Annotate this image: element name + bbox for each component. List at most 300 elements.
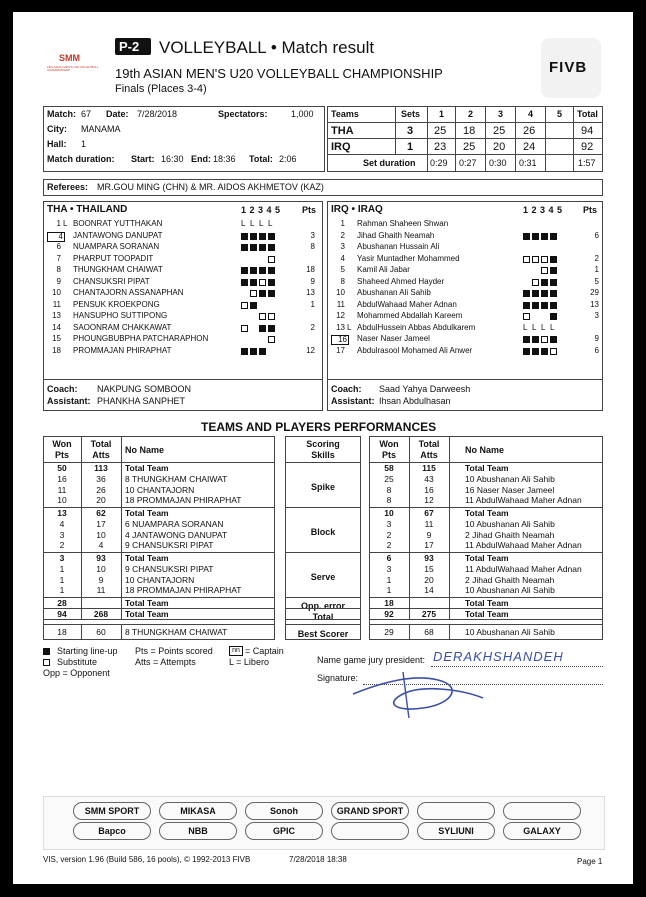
team-a-coach-label: Coach:	[47, 384, 78, 394]
match-date: 7/28/2018	[137, 109, 178, 119]
team-a-player-name: PROMMAJAN PHIRAPHAT	[73, 345, 172, 355]
team-b-set-libero-marker: L	[541, 322, 546, 332]
team-b-set-starting-marker	[532, 290, 539, 297]
team-b-player-points: 1	[594, 265, 599, 274]
team-a-player-name: JANTAWONG DANUPAT	[73, 230, 163, 240]
right-total-atts: 275	[421, 609, 437, 619]
left-block-player: 4 JANTAWONG DANUPAT	[125, 529, 228, 540]
team-a-set-starting-marker	[259, 325, 266, 332]
team-b-coach-label: Coach:	[331, 384, 362, 394]
team-b-set-starting-marker	[550, 302, 557, 309]
logo-caption: 19th ASIAN MEN'S U20 VOLLEYBALL CHAMPIONSHIP	[47, 65, 99, 72]
team-a-player-name: CHANSUKSRI PIPAT	[73, 276, 150, 286]
team-a-player-number: 13	[52, 311, 61, 320]
left-serve-won: 1	[59, 574, 65, 585]
skill-spike: Spike	[310, 482, 335, 492]
team-a-player-points: 18	[306, 265, 315, 274]
score-tha-s1: 25	[434, 125, 447, 137]
team-b-player-number: 1	[340, 219, 345, 228]
perf-row-divider	[285, 597, 361, 598]
team-a-player-points: 2	[310, 322, 315, 332]
jury-president-name: DERAKHSHANDEH	[433, 649, 564, 664]
sponsor-logo: GALAXY	[503, 822, 581, 840]
left-block-atts: 4	[98, 540, 104, 551]
sponsor-logo: SMM SPORT	[73, 802, 151, 820]
total-label: Total:	[249, 154, 273, 164]
team-b-set-starting-marker	[541, 302, 548, 309]
sponsor-logo: MIKASA	[159, 802, 237, 820]
footer-page: Page 1	[577, 857, 603, 866]
right-block-player: 11 AbdulWahaad Maher Adnan	[465, 540, 582, 551]
team-b-player-name: AbdulWahaad Maher Adnan	[357, 299, 457, 309]
right-serve-atts: 20	[424, 574, 434, 585]
team-a-player-points: 1	[310, 299, 315, 309]
performances-title: TEAMS AND PLAYERS PERFORMANCES	[201, 420, 437, 434]
right-pts-header: Pts	[381, 450, 396, 460]
team-b-player-name: Abushanan Ali Sahib	[357, 288, 431, 297]
perf-row-divider	[285, 552, 361, 553]
team-b-player-name: Mohammed Abdallah Kareem	[357, 311, 463, 320]
page-title: VOLLEYBALL • Match result	[159, 38, 375, 57]
right-serve-player: 2 Jihad Ghaith Neamah	[465, 574, 555, 585]
team-b-set-starting-marker	[523, 233, 530, 240]
start-label: Start:	[131, 154, 155, 164]
end-label: End:	[191, 154, 211, 164]
right-block-player: 10 Abushanan Ali Sahib	[465, 518, 555, 529]
team-b-set-substitute-marker	[541, 336, 548, 343]
team-a-player-name: HANSUPHO SUTTIPONG	[73, 311, 168, 320]
team-a-set-starting-marker	[259, 244, 266, 251]
right-serve-player: Total Team	[465, 553, 509, 563]
team-a-player-name: THUNGKHAM CHAIWAT	[73, 265, 163, 274]
team-b-set-starting-marker	[541, 348, 548, 355]
team-b-player-number: 8	[340, 276, 345, 286]
team-a-set-starting-marker	[241, 348, 248, 355]
left-spike-atts: 113	[94, 463, 108, 473]
team-a-player-name: PHOUNGBUBPHA PATCHARAPHON	[73, 334, 209, 343]
team-b-set-substitute-marker	[523, 256, 530, 263]
left-serve-atts: 93	[96, 553, 106, 563]
right-spike-won: 8	[386, 484, 392, 495]
perf-col-divider	[449, 436, 450, 619]
team-b-player-name: Naser Naser Jameel	[357, 334, 430, 343]
legend-opp: Opp = Opponent	[43, 668, 110, 678]
right-block-atts: 17	[424, 540, 434, 551]
start-value: 16:30	[161, 154, 184, 164]
team-b-player-name: Yasir Muntadher Mohammed	[357, 253, 460, 263]
right-spike-player: 11 AbdulWahaad Maher Adnan	[465, 495, 582, 506]
team-a-player-name: PHARPUT TOOPADIT	[73, 253, 154, 263]
left-serve-won: 1	[59, 563, 65, 574]
legend-starting: Starting line-up	[57, 646, 118, 656]
team-a-player-number: 18	[52, 345, 61, 355]
perf-row-divider	[285, 619, 361, 620]
team-b-player-number: 4	[340, 253, 345, 263]
form-code-badge	[115, 38, 151, 55]
team-b-player-points: 29	[590, 288, 599, 297]
right-total-label: Total Team	[465, 609, 509, 619]
score-header-total: Total	[577, 109, 598, 119]
spectators-label: Spectators:	[218, 109, 268, 119]
set-duration-label: Set duration	[363, 158, 416, 168]
score-tha-s2: 18	[463, 125, 476, 137]
sponsor-logo: Bapco	[73, 822, 151, 840]
right-serve-atts: 14	[424, 585, 434, 596]
right-spike-won: 25	[384, 473, 394, 484]
score-header-set4: 4	[528, 109, 534, 119]
match-label: Match:	[47, 109, 76, 119]
left-total-label: Total Team	[125, 609, 169, 619]
perf-best-divider	[285, 624, 361, 625]
legend-captain: = Captain	[245, 646, 284, 656]
perf-row-divider	[285, 462, 361, 463]
score-sets-tha: 3	[407, 125, 414, 137]
left-won-header: Won	[52, 439, 72, 449]
team-a-set-starting-marker	[250, 302, 257, 309]
left-block-atts: 10	[96, 529, 106, 540]
right-spike-player: 10 Abushanan Ali Sahib	[465, 473, 555, 484]
fivb-logo	[541, 38, 601, 98]
team-b-player-name: Abushanan Hussain Ali	[357, 242, 440, 251]
team-a-set-substitute-marker	[259, 313, 266, 320]
team-b-set-starting-marker	[532, 336, 539, 343]
right-spike-atts: 115	[422, 463, 436, 473]
right-block-won: 2	[386, 529, 392, 540]
right-serve-atts: 93	[424, 553, 434, 563]
team-a-set-starting-marker	[250, 348, 257, 355]
total-duration: 2:06	[279, 154, 297, 164]
jury-president-label: Name game jury president:	[317, 655, 426, 665]
team-b-player-points: 3	[594, 311, 599, 320]
team-b-set-starting-marker	[550, 256, 557, 263]
team-a-set-starting-marker	[259, 348, 266, 355]
team-a-set-starting-marker	[268, 267, 275, 274]
perf-col-divider	[121, 624, 122, 640]
score-header-set2: 2	[468, 109, 474, 119]
left-block-player: 9 CHANSUKSRI PIPAT	[125, 540, 214, 551]
left-best-won: 18	[57, 627, 67, 637]
right-spike-player: Total Team	[465, 463, 509, 473]
score-header-sets: Sets	[401, 109, 421, 119]
team-b-set-starting-marker	[532, 302, 539, 309]
team-b-player-number: 3	[340, 242, 345, 251]
left-spike-won: 50	[57, 463, 67, 473]
left-serve-player: 10 CHANTAJORN	[125, 574, 195, 585]
team-a-set-starting-marker	[268, 233, 275, 240]
score-header-set5: 5	[557, 109, 563, 119]
right-spike-atts: 12	[424, 495, 434, 506]
set2-duration: 0:27	[459, 158, 477, 168]
team-b-player-points: 6	[594, 345, 599, 355]
hall-label: Hall:	[47, 139, 67, 149]
substitute-swatch	[43, 659, 50, 666]
team-a-set-starting-marker	[268, 325, 275, 332]
perf-row-divider	[43, 619, 275, 620]
team-b-player-number: 13	[336, 322, 345, 332]
left-block-won: 13	[57, 508, 67, 518]
left-total-header: Total	[90, 439, 112, 449]
team-b-set-starting-marker	[532, 233, 539, 240]
team-b-set-starting-marker	[541, 279, 548, 286]
skill-best-scorer: Best Scorer	[297, 629, 349, 639]
perf-best-divider	[369, 624, 603, 625]
left-block-won: 4	[59, 518, 65, 529]
skill-opp-error: Opp. error	[300, 601, 345, 611]
logo-smm-text: SMM	[59, 53, 80, 63]
team-a-player-name: NUAMPARA SORANAN	[73, 242, 160, 251]
score-header-teams: Teams	[331, 109, 359, 119]
right-block-won: 3	[386, 518, 392, 529]
score-tha-total: 94	[581, 125, 594, 137]
right-serve-player: 10 Abushanan Ali Sahib	[465, 585, 555, 596]
right-opp-label: Total Team	[465, 598, 509, 608]
team-b-player-points: 9	[594, 334, 599, 343]
team-b-set-starting-marker	[550, 233, 557, 240]
left-spike-won: 16	[57, 473, 67, 484]
team-b-set-libero-marker: L	[532, 322, 537, 332]
team-a-player-name: BOONRAT YUTTHAKAN	[73, 219, 163, 228]
team-a-set-starting-marker	[259, 267, 266, 274]
team-a-set-header: 1 2 3 4 5	[241, 205, 281, 215]
score-sheet	[13, 12, 633, 884]
duration-label: Match duration:	[47, 154, 115, 164]
left-serve-atts: 10	[96, 563, 106, 574]
team-b-set-starting-marker	[550, 279, 557, 286]
legend-substitute: Substitute	[57, 657, 98, 667]
team-a-set-starting-marker	[241, 233, 248, 240]
right-won-header: Won	[379, 439, 399, 449]
team-a-player-number: 7	[56, 253, 61, 263]
team-b-set-starting-marker	[550, 336, 557, 343]
championship-logo	[45, 40, 109, 90]
legend-libero: L = Libero	[229, 657, 269, 667]
score-irq-s1: 23	[434, 141, 447, 153]
team-b-set-starting-marker	[532, 348, 539, 355]
team-b-set-starting-marker	[550, 290, 557, 297]
team-a-player-number: 9	[56, 276, 61, 286]
left-serve-player: Total Team	[125, 553, 169, 563]
perf-col-divider	[449, 624, 450, 640]
team-a-set-starting-marker	[259, 290, 266, 297]
right-best-won: 29	[384, 627, 394, 637]
sponsor-logo: GRAND SPORT	[331, 802, 409, 820]
left-best-player: 8 THUNGKHAM CHAIWAT	[125, 627, 228, 637]
team-a-assistant: PHANKHA SANPHET	[97, 396, 186, 406]
team-b-player-number: 16	[331, 335, 349, 345]
team-b-libero-mark: L	[347, 322, 352, 332]
team-a-coach: NAKPUNG SOMBOON	[97, 384, 192, 394]
team-a-player-number: 14	[52, 322, 61, 332]
team-a-player-points: 8	[310, 242, 315, 251]
right-serve-won: 1	[386, 574, 392, 585]
right-block-won: 2	[386, 540, 392, 551]
total-sets-duration: 1:57	[578, 158, 596, 168]
left-spike-player: 8 THUNGKHAM CHAIWAT	[125, 473, 228, 484]
phase-name: Finals (Places 3-4)	[115, 83, 207, 95]
team-a-set-libero-marker: L	[268, 219, 273, 228]
team-b-name: IRQ • IRAQ	[331, 204, 383, 215]
team-b-player-name: AbdulHussein Abbas Abdulkarem	[357, 322, 476, 332]
team-a-set-starting-marker	[250, 233, 257, 240]
skill-block: Block	[310, 527, 336, 537]
right-serve-won: 3	[386, 563, 392, 574]
team-a-player-number: 10	[52, 288, 61, 297]
team-a-set-libero-marker: L	[259, 219, 264, 228]
team-a-pts-header: Pts	[302, 205, 317, 215]
left-block-won: 3	[59, 529, 65, 540]
left-noname-header: No Name	[125, 445, 165, 455]
score-team-irq: IRQ	[331, 141, 351, 153]
left-pts-header: Pts	[54, 450, 69, 460]
date-label: Date:	[106, 109, 129, 119]
team-b-set-substitute-marker	[541, 256, 548, 263]
score-team-tha: THA	[331, 125, 354, 137]
perf-best-divider	[43, 624, 275, 625]
team-a-name: THA • THAILAND	[47, 204, 128, 215]
team-b-player-number: 11	[336, 299, 345, 309]
footer-version: VIS, version 1.96 (Build 586, 16 pools), © 1992-2013 FIVB	[43, 855, 251, 864]
referees-label: Referees:	[47, 182, 89, 192]
team-a-set-libero-marker: L	[250, 219, 255, 228]
right-noname-header: No Name	[465, 445, 505, 455]
team-a-set-starting-marker	[241, 279, 248, 286]
team-a-set-substitute-marker	[250, 290, 257, 297]
left-opp-won: 28	[57, 598, 67, 608]
team-b-set-starting-marker	[541, 290, 548, 297]
score-tha-s3: 25	[493, 125, 506, 137]
team-b-set-substitute-marker	[550, 348, 557, 355]
skill-total: Total	[312, 612, 334, 622]
sponsor-logo: Sonoh	[245, 802, 323, 820]
set4-duration: 0:31	[519, 158, 537, 168]
perf-row-divider	[369, 619, 603, 620]
team-a-set-substitute-marker	[268, 313, 275, 320]
scoring-header: Scoring	[306, 439, 340, 449]
team-b-set-starting-marker	[550, 267, 557, 274]
set3-duration: 0:30	[489, 158, 507, 168]
match-number: 67	[81, 109, 92, 119]
captain-swatch: nn	[229, 646, 243, 656]
team-b-pts-header: Pts	[583, 205, 598, 215]
left-serve-atts: 11	[96, 585, 106, 596]
team-a-set-starting-marker	[241, 244, 248, 251]
score-irq-s2: 25	[463, 141, 476, 153]
left-block-player: 6 NUAMPARA SORANAN	[125, 518, 224, 529]
score-sets-irq: 1	[407, 141, 414, 153]
team-a-player-name: SAOONRAM CHAKKAWAT	[73, 322, 172, 332]
left-serve-player: 9 CHANSUKSRI PIPAT	[125, 563, 214, 574]
team-b-player-number: 2	[340, 230, 345, 240]
team-b-player-name: Jihad Ghaith Neamah	[357, 230, 435, 240]
team-a-player-number: 4	[47, 232, 65, 242]
team-a-set-starting-marker	[268, 244, 275, 251]
referees-names: MR.GOU MING (CHN) & MR. AIDOS AKHMETOV (KAZ)	[97, 182, 324, 192]
team-b-set-libero-marker: L	[523, 322, 528, 332]
team-b-player-points: 13	[590, 299, 599, 309]
score-irq-total: 92	[581, 141, 594, 153]
legend-atts: Atts = Attempts	[135, 657, 196, 667]
right-atts-header: Atts	[420, 450, 438, 460]
team-a-player-name: PENSUK KROEKPONG	[73, 299, 160, 309]
team-b-set-starting-marker	[541, 233, 548, 240]
team-b-assistant: Ihsan Abdulhasan	[379, 396, 451, 406]
left-spike-won: 11	[57, 484, 67, 495]
team-b-set-libero-marker: L	[550, 322, 555, 332]
left-spike-player: Total Team	[125, 463, 169, 473]
score-irq-s4: 24	[523, 141, 536, 153]
right-serve-atts: 15	[424, 563, 434, 574]
team-a-player-number: 1	[56, 219, 61, 228]
team-b-set-starting-marker	[523, 302, 530, 309]
team-a-set-substitute-marker	[268, 256, 275, 263]
team-b-player-name: Kamil Ali Jabar	[357, 265, 410, 274]
left-opp-label: Total Team	[125, 598, 169, 608]
right-block-atts: 9	[426, 529, 432, 540]
left-serve-atts: 9	[98, 574, 104, 585]
team-a-player-number: 8	[56, 265, 61, 274]
team-b-set-substitute-marker	[523, 313, 530, 320]
starting-lineup-swatch	[43, 648, 50, 655]
left-block-atts: 62	[96, 508, 106, 518]
jury-signature	[343, 664, 493, 722]
left-spike-atts: 36	[96, 473, 106, 484]
team-b-player-points: 2	[594, 253, 599, 263]
team-b-player-name: Abdulrasool Mohamed Ali Anwer	[357, 345, 473, 355]
right-spike-atts: 16	[424, 484, 434, 495]
team-b-set-starting-marker	[550, 313, 557, 320]
team-b-set-starting-marker	[523, 290, 530, 297]
left-spike-won: 10	[57, 495, 67, 506]
team-a-set-starting-marker	[250, 267, 257, 274]
right-best-player: 10 Abushanan Ali Sahib	[465, 627, 555, 637]
right-total-header: Total	[418, 439, 440, 449]
right-block-won: 10	[384, 508, 394, 518]
left-block-player: Total Team	[125, 508, 169, 518]
perf-col-divider	[121, 436, 122, 619]
team-a-player-points: 3	[310, 230, 315, 240]
skills-header: Skills	[311, 450, 335, 460]
team-a-player-number: 15	[52, 334, 61, 343]
perf-row-divider	[285, 507, 361, 508]
sponsor-logo: SYLIUNI	[417, 822, 495, 840]
right-spike-won: 58	[384, 463, 394, 473]
form-code: P-2	[119, 39, 140, 54]
right-best-atts: 68	[424, 627, 434, 637]
left-spike-player: 18 PROMMAJAN PHIRAPHAT	[125, 495, 242, 506]
team-a-set-substitute-marker	[241, 325, 248, 332]
team-b-player-number: 12	[336, 311, 345, 320]
right-serve-player: 11 AbdulWahaad Maher Adnan	[465, 563, 582, 574]
end-value: 18:36	[213, 154, 236, 164]
team-b-player-name: Shaheed Ahmed Hayder	[357, 276, 445, 286]
sponsor-logo	[503, 802, 581, 820]
sponsor-logo: NBB	[159, 822, 237, 840]
left-spike-atts: 26	[96, 484, 106, 495]
score-header-set3: 3	[498, 109, 504, 119]
team-a-set-starting-marker	[268, 279, 275, 286]
city-value: MANAMA	[81, 124, 121, 134]
right-serve-won: 1	[386, 585, 392, 596]
team-a-set-starting-marker	[250, 279, 257, 286]
team-b-player-name: Rahman Shaheen Shwan	[357, 219, 449, 228]
right-block-player: Total Team	[465, 508, 509, 518]
team-a-set-substitute-marker	[259, 279, 266, 286]
team-a-set-starting-marker	[268, 290, 275, 297]
championship-name: 19th ASIAN MEN'S U20 VOLLEYBALL CHAMPIONSHIP	[115, 66, 443, 81]
right-serve-won: 6	[386, 553, 392, 563]
team-b-set-substitute-marker	[532, 256, 539, 263]
team-a-set-starting-marker	[259, 233, 266, 240]
